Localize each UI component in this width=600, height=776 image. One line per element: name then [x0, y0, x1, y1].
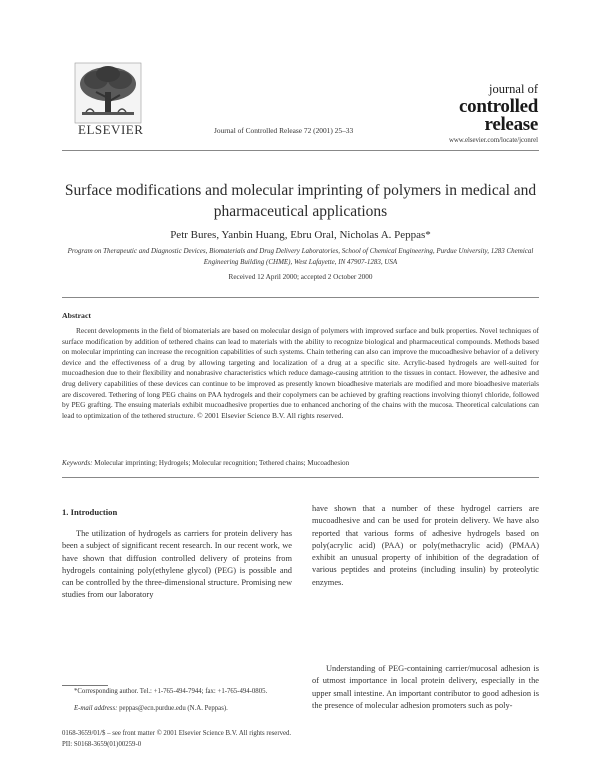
header-rule [62, 150, 539, 151]
elsevier-tree-icon [74, 62, 142, 124]
email-note [74, 705, 292, 712]
email-label: E-mail address: [74, 705, 118, 712]
affiliation: Program on Therapeutic and Diagnostic Devices, Biomaterials and Drug Delivery Laboratories, School of Chemical Engineering, Purdue University, 1283 Chemical Engineering Building (CHME), West Lafayette, IN 47907-1283, USA [67, 247, 534, 266]
body-left-column: The utilization of hydrogels as carriers for protein delivery has been a subject of significant recent research. In our recent work, we have shown that diffusion controlled delivery of proteins from hydrogels containing poly(ethylene glycol) (PEG) is possible and can be controlled by the three-dimensional structure. Promising new studies from our laboratory [62, 529, 292, 600]
body-right-paragraph-1: have shown that a number of these hydrogel carriers are mucoadhesive and can be used for protein delivery. We have also reported that various forms of adhesive hydrogels based on poly(acrylic acid) (PAA) or poly(methacrylic acid) (PMAA) exhibit an unusual property of inhibition of the degradation of various peptides and proteins (including insulin) by proteolytic enzymes. [312, 504, 539, 587]
publisher-name: ELSEVIER [78, 122, 144, 137]
keywords-line [62, 459, 539, 467]
email-address[interactable]: peppas@ecn.purdue.edu (N.A. Peppas). [119, 705, 228, 712]
title-rule [62, 297, 539, 298]
keywords-text: Molecular imprinting; Hydrogels; Molecular recognition; Tethered chains; Mucoadhesion [94, 459, 350, 467]
abstract-body: Recent developments in the field of biomaterials are based on molecular design of polymers with improved surface and bulk properties. Novel techniques of surface modification by addition of tethered chains can lead to materials with the ability to recognize biological and pharmaceutical compounds. Methods based on molecular imprinting can increase the recognition capabilities of such systems. Chain tethering can also can improve the mucoadhesive behavior of a delivery device and the effectiveness of a drug by allowing targeting and localization of a drug at a specific site. Acrylic-based hydrogels are well-suited for mucoadhesion due to their flexibility and nonabrasive characteristics which reduce damage-causing attrition to the tissues in contact. However, the adhesive and drug delivery capabilities of these devices can continue to be improved as presently known bioadhesive materials are modified and more bioadhesive materials are discovered. Tethering of long PEG chains on PAA hydrogels and their copolymers can be achieved by grafting reactions involving thionyl chloride, followed by PEG grafting. The ensuing materials exhibit mucoadhesive properties due to enhanced anchoring of the chains with the mucosa. Theoretical calculations can lead to optimization of the tethered structure. © 2001 Elsevier Science B.V. All rights reserved. [62, 326, 539, 420]
pii-line: PII: S0168-3659(01)00259-0 [62, 741, 142, 748]
keywords-label: Keywords: [62, 459, 93, 467]
author-list: Petr Bures, Yanbin Huang, Ebru Oral, Nicholas A. Peppas* [170, 229, 431, 241]
journal-url[interactable]: www.elsevier.com/locate/jconrel [448, 137, 538, 144]
body-right-paragraph-2: Understanding of PEG-containing carrier/mucosal adhesion is of utmost importance in local protein delivery, especially in the upper small intestine. An important contributor to good adhesion is the presence of molecular adhesion promoters such as poly- [312, 664, 539, 710]
journal-masthead [424, 80, 538, 134]
section-heading: 1. Introduction [62, 507, 118, 517]
journal-name-line-3: release [484, 114, 538, 135]
issn-copyright-line: 0168-3659/01/$ – see front matter © 2001 Elsevier Science B.V. All rights reserved. [62, 730, 292, 737]
article-title: Surface modifications and molecular imprinting of polymers in medical and pharmaceutical applications [64, 182, 537, 220]
journal-name-line-2: controlled [459, 96, 538, 117]
received-dates: Received 12 April 2000; accepted 2 October 2000 [228, 273, 373, 281]
journal-name-line-1: journal of [489, 82, 538, 96]
abstract-heading: Abstract [62, 311, 92, 320]
abstract-rule [62, 477, 539, 478]
corresponding-author-note: *Corresponding author. Tel.: +1-765-494-7944; fax: +1-765-494-0805. [74, 688, 268, 695]
footnote-rule [62, 685, 108, 686]
journal-citation: Journal of Controlled Release 72 (2001) 25–33 [214, 126, 354, 135]
